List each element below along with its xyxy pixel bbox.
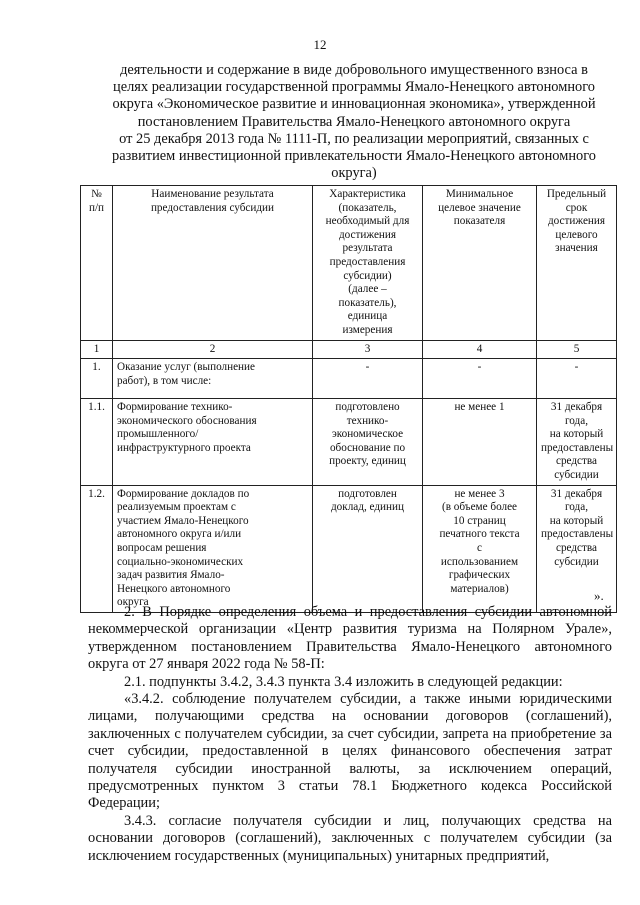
row-number: 1.1. (81, 399, 113, 486)
table-header-row (81, 186, 617, 341)
row-min-value: не менее 1 (423, 399, 537, 486)
column-number-row (81, 341, 617, 359)
paragraph: 2.1. подпункты 3.4.2, 3.4.3 пункта 3.4 изложить в следующей редакции: (124, 673, 563, 690)
column-number: 1 (81, 341, 113, 359)
paragraph: «3.4.2. соблюдение получателем субсидии, а также иными юридическими лицами, получающими средства на основании договоров (соглашений), заключенных с получателем субсидии, за счет субсидии, запрета на приобретение за счет субсидии, предоставленной в целях финансового обеспечения затрат получателя субсидии иностранной валюты, за исключением операций, предусмотренных пунктом 3 статьи 78.1 Бюджетного кодекса Российской Федерации; (88, 691, 612, 812)
header-cell-indicator: Характеристика (показатель, необходимый для достижения результата предоставления субсидии) (далее – показатель), единица измерения (313, 186, 423, 341)
header-cell-result: Наименование результата предоставления субсидии (113, 186, 313, 341)
heading-line: от 25 декабря 2013 года № 1111-П, по реализации мероприятий, связанных с (119, 130, 589, 147)
paragraph: 2. В Порядке определения объема и предоставления субсидии автономной некоммерческой организации «Центр развития туризма на Полярном Урале», утвержденном постановлением Правительства Ямало-Ненецкого автономного округа от 27 января 2022 года № 58-П: (88, 604, 612, 673)
row-result-name: Оказание услуг (выполнение работ), в том числе: (113, 359, 313, 399)
row-min-value: не менее 3 (в объеме более 10 страниц печатного текста с использованием графических материалов) (423, 485, 537, 612)
row-min-value: - (423, 359, 537, 399)
results-table (80, 185, 617, 613)
heading-line: постановлением Правительства Ямало-Ненецкого автономного округа (137, 113, 571, 130)
row-indicator: подготовлено технико- экономическое обоснование по проекту, единиц (313, 399, 423, 486)
header-cell-deadline: Предельный срок достижения целевого значения (537, 186, 617, 341)
column-number: 2 (113, 341, 313, 359)
row-indicator: подготовлен доклад, единиц (313, 485, 423, 612)
column-number: 5 (537, 341, 617, 359)
row-result-name: Формирование докладов по реализуемым проектам с участием Ямало-Ненецкого автономного округа и/или вопросам решения социально-экономических задач развития Ямало- Ненецкого автономного округа (113, 485, 313, 612)
table-row (81, 485, 617, 612)
row-deadline: 31 декабря года, на который предоставлены средства субсидии (537, 485, 617, 612)
table-row (81, 359, 617, 399)
row-deadline: - (537, 359, 617, 399)
paragraph: 3.4.3. согласие получателя субсидии и лиц, получающих средства на основании договоров (соглашений), заключенных с получателем субсидии (за исключением государственных (муниципальных) унитарных предприятий, (88, 812, 612, 864)
closing-quote: ». (594, 588, 604, 603)
column-number: 3 (313, 341, 423, 359)
row-indicator: - (313, 359, 423, 399)
header-cell-number: № п/п (81, 186, 113, 341)
heading-line: округа «Экономическое развитие и инновационная экономика», утвержденной (112, 96, 596, 113)
header-cell-min-value: Минимальное целевое значение показателя (423, 186, 537, 341)
heading-line: целях реализации государственной программы Ямало-Ненецкого автономного (113, 79, 595, 96)
row-number: 1. (81, 359, 113, 399)
row-number: 1.2. (81, 485, 113, 612)
page-number: 12 (313, 37, 327, 52)
heading-line: деятельности и содержание в виде добровольного имущественного взноса в (120, 62, 588, 78)
row-deadline: 31 декабря года, на который предоставлены средства субсидии (537, 399, 617, 486)
row-result-name: Формирование технико- экономического обоснования промышленного/ инфраструктурного проекта (113, 399, 313, 486)
column-number: 4 (423, 341, 537, 359)
heading-line: округа) (331, 165, 377, 182)
body-text (88, 604, 612, 865)
heading-line: развитием инвестиционной привлекательности Ямало-Ненецкого автономного (112, 148, 596, 165)
table-row (81, 399, 617, 486)
heading-block (88, 62, 620, 182)
